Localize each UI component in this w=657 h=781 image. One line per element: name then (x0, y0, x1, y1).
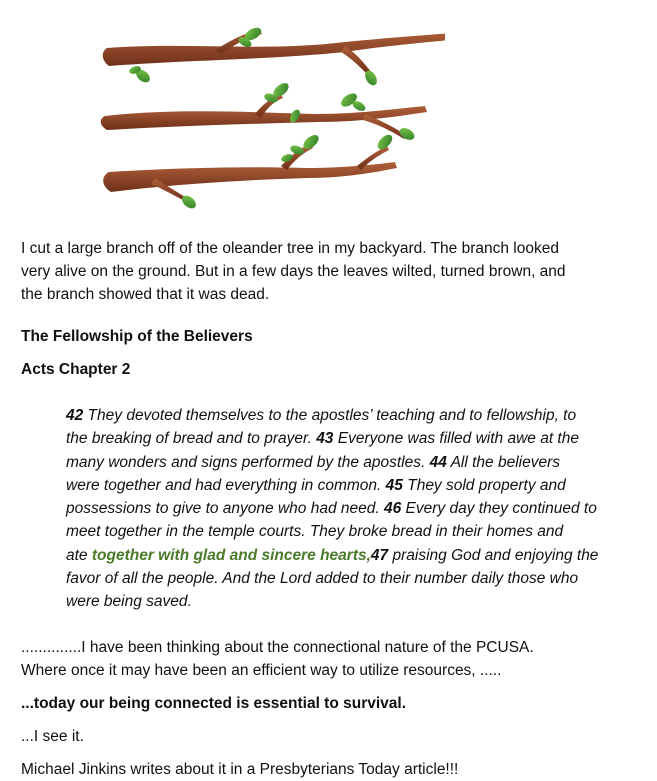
verse-text: They sold property and (402, 476, 566, 494)
intro-line: the branch showed that it was dead. (21, 286, 270, 303)
branches-illustration (95, 8, 445, 218)
verse-text: favor of all the people. And the Lord added to their number daily those who (66, 570, 579, 588)
verse-number: 44 (429, 453, 447, 471)
highlighted-phrase: together with glad and sincere hearts, (91, 546, 371, 564)
verse-text: were together and had everything in common. (66, 476, 386, 494)
scripture-quote (66, 404, 626, 614)
verse-number: 42 (66, 407, 84, 424)
reflection-paragraph (21, 636, 534, 682)
branch-middle (101, 94, 427, 139)
verse-text: Every day they continued to (401, 500, 597, 518)
verse-text: Everyone was filled with awe at the (333, 430, 579, 448)
reflection-line: ..............I have been thinking about the connectional nature of the PCUSA. (21, 639, 534, 656)
verse-text: They devoted themselves to the apostles’ teaching and to fellowship, to (83, 407, 577, 424)
verse-text: praising God and enjoying the (388, 546, 599, 564)
branch-top (103, 18, 445, 74)
reflection-line: Where once it may have been an efficient way to utilize resources, ..... (21, 662, 502, 679)
verse-text: ate (66, 546, 92, 564)
verse-text: the breaking of bread and to prayer. (66, 430, 317, 448)
verse-number: 47 (370, 546, 389, 564)
verse-text: All the believers (446, 453, 560, 471)
verse-text: were being saved. (66, 593, 192, 611)
verse-text: possessions to give to anyone who had need. (66, 500, 384, 518)
emphasis-statement: ...today our being connected is essential to survival. (21, 695, 407, 712)
intro-line: I cut a large branch off of the oleander tree in my backyard. The branch looked (21, 240, 559, 257)
verse-text: many wonders and signs performed by the apostles. (66, 453, 430, 471)
see-it-line: ...I see it. (21, 728, 84, 745)
verse-number: 43 (316, 430, 334, 448)
verse-text: meet together in the temple courts. They broke bread in their homes and (66, 523, 564, 541)
verse-number: 45 (385, 476, 403, 494)
section-heading: The Fellowship of the Believers (21, 328, 253, 345)
branch-bottom (103, 144, 397, 201)
chapter-heading: Acts Chapter 2 (21, 361, 131, 378)
verse-number: 46 (383, 500, 402, 518)
intro-line: very alive on the ground. But in a few days the leaves wilted, turned brown, and (21, 263, 566, 280)
intro-paragraph (21, 237, 566, 306)
closing-line: Michael Jinkins writes about it in a Presbyterians Today article!!! (21, 761, 459, 778)
